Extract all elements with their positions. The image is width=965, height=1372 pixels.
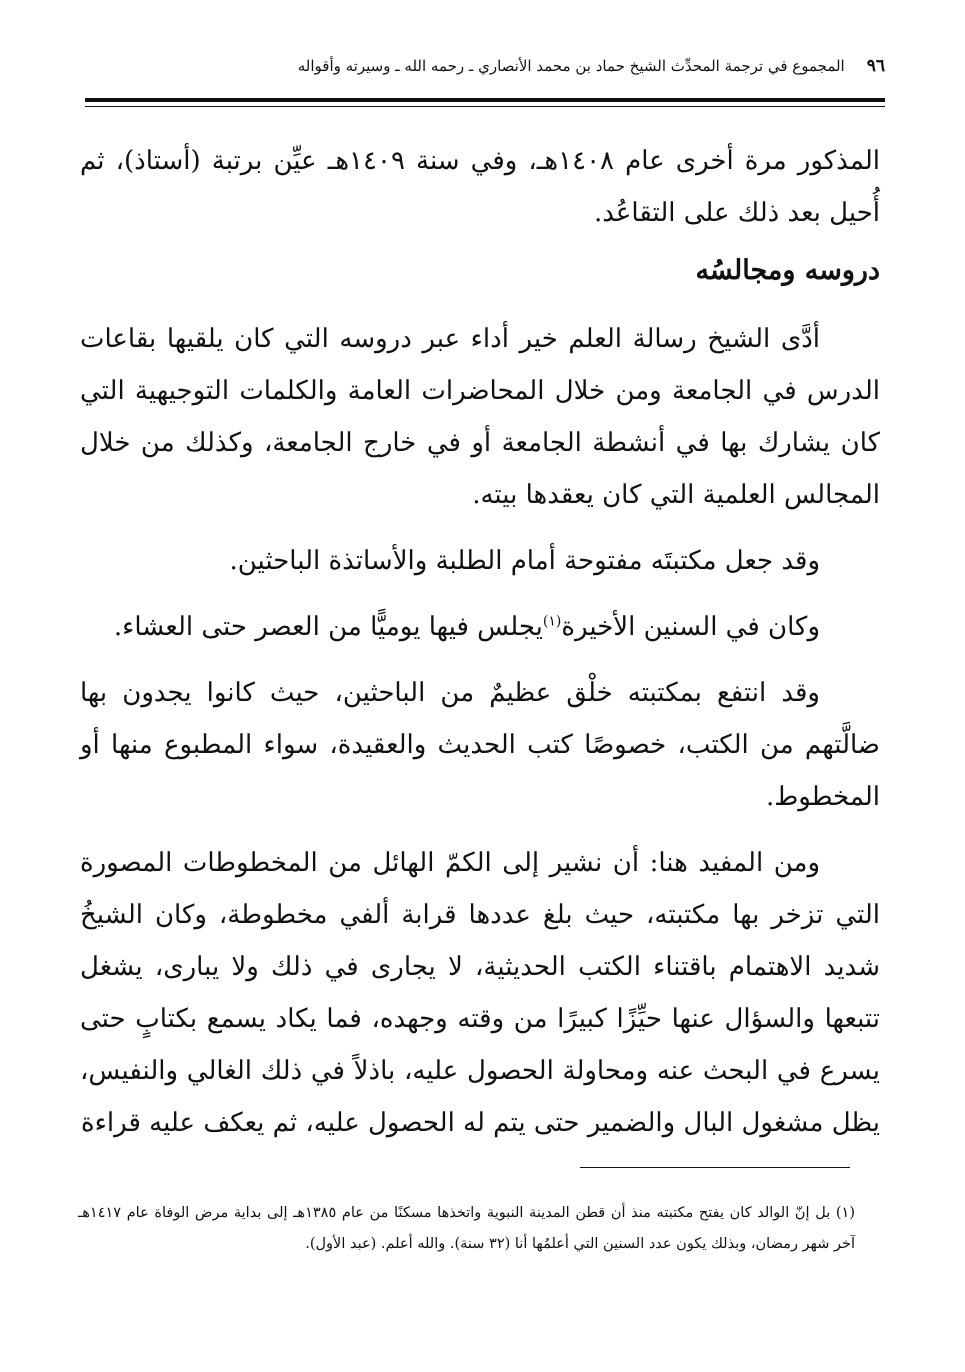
running-header	[75, 52, 885, 80]
paragraph-teaching: أدَّى الشيخ رسالة العلم خير أداء عبر دروسه التي كان يلقيها بقاعات الدرس في الجامعة ومن خلال المحاضرات العامة والكلمات التوجيهية التي كان يشارك بها في أنشطة الجامعة أو في خارج الجامعة، وكذلك من خلال المجالس العلمية التي كان يعقدها بيته.	[80, 324, 880, 510]
footnote-separator	[580, 1167, 850, 1168]
paragraph-manuscripts: ومن المفيد هنا: أن نشير إلى الكمّ الهائل من المخطوطات المصورة التي تزخر بها مكتبته، حيث بلغ عددها قرابة ألفي مخطوطة، وكان الشيخُ شديد الاهتمام باقتناء الكتب الحديثية، لا يجارى في ذلك ولا يبارى، يشغل تتبعها والسؤال عنها حيِّزًا كبيرًا من وقته وجهده، فما يكاد يسمع بكتابٍ حتى يسرع في البحث عنه ومحاولة الحصول عليه، باذلاً في ذلك الغالي والنفيس، يظل مشغول البال والضمير حتى يتم له الحصول عليه، ثم يعكف عليه قراءة	[80, 848, 880, 1138]
header-rule-thick	[85, 98, 885, 102]
page-number: ٩٦	[866, 56, 885, 76]
paragraph-library-open: وقد جعل مكتبتَه مفتوحة أمام الطلبة والأساتذة الباحثين.	[229, 546, 820, 576]
running-title: المجموع في ترجمة المحدِّث الشيخ حماد بن محمد الأنصاري ـ رحمه الله ـ وسيرته وأقواله	[297, 57, 845, 75]
intro-paragraph: المذكور مرة أخرى عام ١٤٠٨هـ، وفي سنة ١٤٠٩هـ عيِّن برتبة (أستاذ)، ثم أُحيل بعد ذلك على التقاعُد.	[80, 146, 880, 228]
section-heading: دروسه ومجالسُه	[695, 255, 880, 286]
header-rule-thin	[85, 106, 885, 107]
paragraph-benefit: وقد انتفع بمكتبته خلْق عظيمٌ من الباحثين، حيث كانوا يجدون بها ضالَّتهم من الكتب، خصوصًا كتب الحديث والعقيدة، سواء المطبوع منها أو المخطوط.	[80, 678, 880, 812]
later-years-text-start: وكان في السنين الأخيرة	[561, 612, 820, 642]
later-years-text-end: يجلس فيها يوميًّا من العصر حتى العشاء.	[113, 612, 543, 642]
main-text	[80, 135, 880, 1149]
paragraph-later-years	[80, 601, 880, 653]
footnote-reference: (١)	[542, 613, 562, 630]
footnote-text: (١) بل إنّ الوالد كان يفتح مكتبته منذ أن قطن المدينة النبوية واتخذها مسكنًا من عام ١٣٨٥هـ إلى بداية مرض الوفاة عام ١٤١٧هـ آخر شهر رمضان، وبذلك يكون عدد السنين التي أعلمُها أنا (٣٢ سنة). والله أعلم. (عبد الأول).	[78, 1205, 855, 1252]
